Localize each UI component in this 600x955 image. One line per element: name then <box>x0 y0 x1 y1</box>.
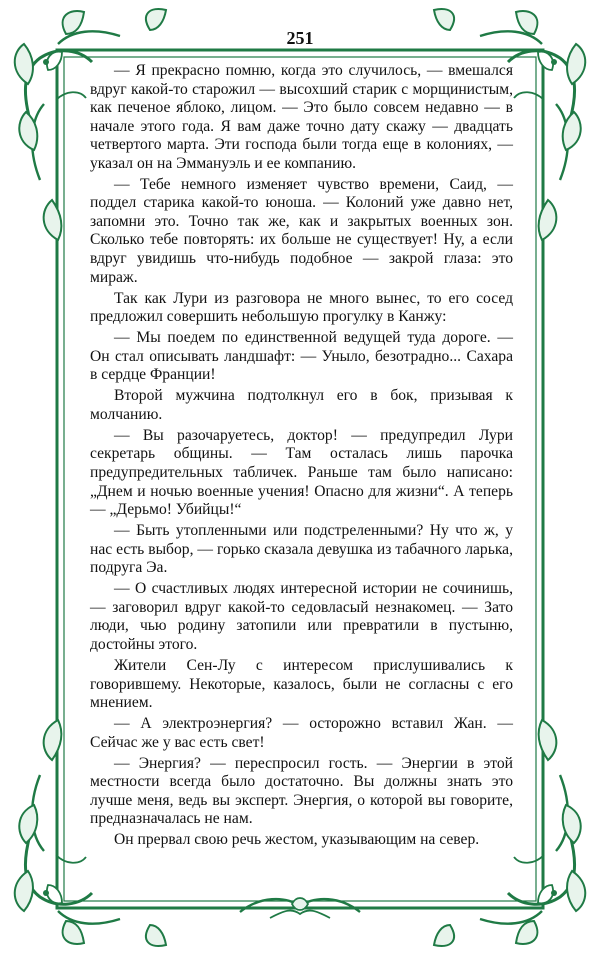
page-number: 251 <box>286 28 314 48</box>
paragraph: Жители Сен-Лу с интересом прислушивались к говорившему. Некоторые, казалось, были не согласны с его мнением. <box>90 656 513 712</box>
paragraph: — Быть утопленными или подстреленными? Ну что ж, у нас есть выбор, — горько сказала девушка из табачного ларька, подруга Эа. <box>90 522 513 577</box>
paragraph: — Я прекрасно помню, когда это случилось, — вмешался вдруг какой-то старожил — высохший старик с морщинистым, как печеное яблоко, лицом. — Это было совсем недавно — в начале этого года. Я вам даже точно дату скажу — двадцать четвертого марта. Эти господа были тогда еще в колониях, — указал он на Эммануэль и ее компанию. <box>90 62 513 172</box>
body-text <box>90 62 513 852</box>
paragraph: — Энергия? — переспросил гость. — Энергии в этой местности всегда было достаточно. Вы должны знать это лучше меня, ведь вы эксперт. Энергия, о которой вы говорите, предназначалась не нам. <box>90 754 513 828</box>
paragraph: — Мы поедем по единственной ведущей туда дороге. — Он стал описывать ландшафт: — Уныло, безотрадно... Сахара в сердце Франции! <box>90 329 513 384</box>
paragraph: Так как Лури из разговора не много вынес, то его сосед предложил совершить небольшую прогулку в Канжу: <box>90 289 513 326</box>
paragraph: Он прервал свою речь жестом, указывающим на север. <box>114 831 480 849</box>
paragraph: — Тебе немного изменяет чувство времени, Саид, — поддел старика какой-то юноша. — Колоний уже давно нет, запомни это. Точно так же, как и закрытых военных зон. Сколько тебе повторять: их больше не существует! Ну, а если вдруг увидишь что-нибудь подобное — закрой глаза: это мираж. <box>90 175 513 286</box>
paragraph: — Вы разочаруетесь, доктор! — предупредил Лури секретарь общины. — Там осталась лишь парочка предупредительных табличек. Раньше там было написано: „Днем и ночью военные учения! Опасно для жизни“. А теперь — „Дерьмо! Убийцы!“ <box>90 426 513 519</box>
paragraph: — А электроэнергия? — осторожно вставил Жан. — Сейчас же у вас есть свет! <box>90 715 513 751</box>
paragraph: Второй мужчина подтолкнул его в бок, призывая к молчанию. <box>90 387 513 423</box>
paragraph: — О счастливых людях интересной истории не сочинишь, — заговорил вдруг какой-то седовласый незнакомец. — Зато люди, чью родину затопили или превратили в пустыню, достойны этого. <box>90 580 513 653</box>
